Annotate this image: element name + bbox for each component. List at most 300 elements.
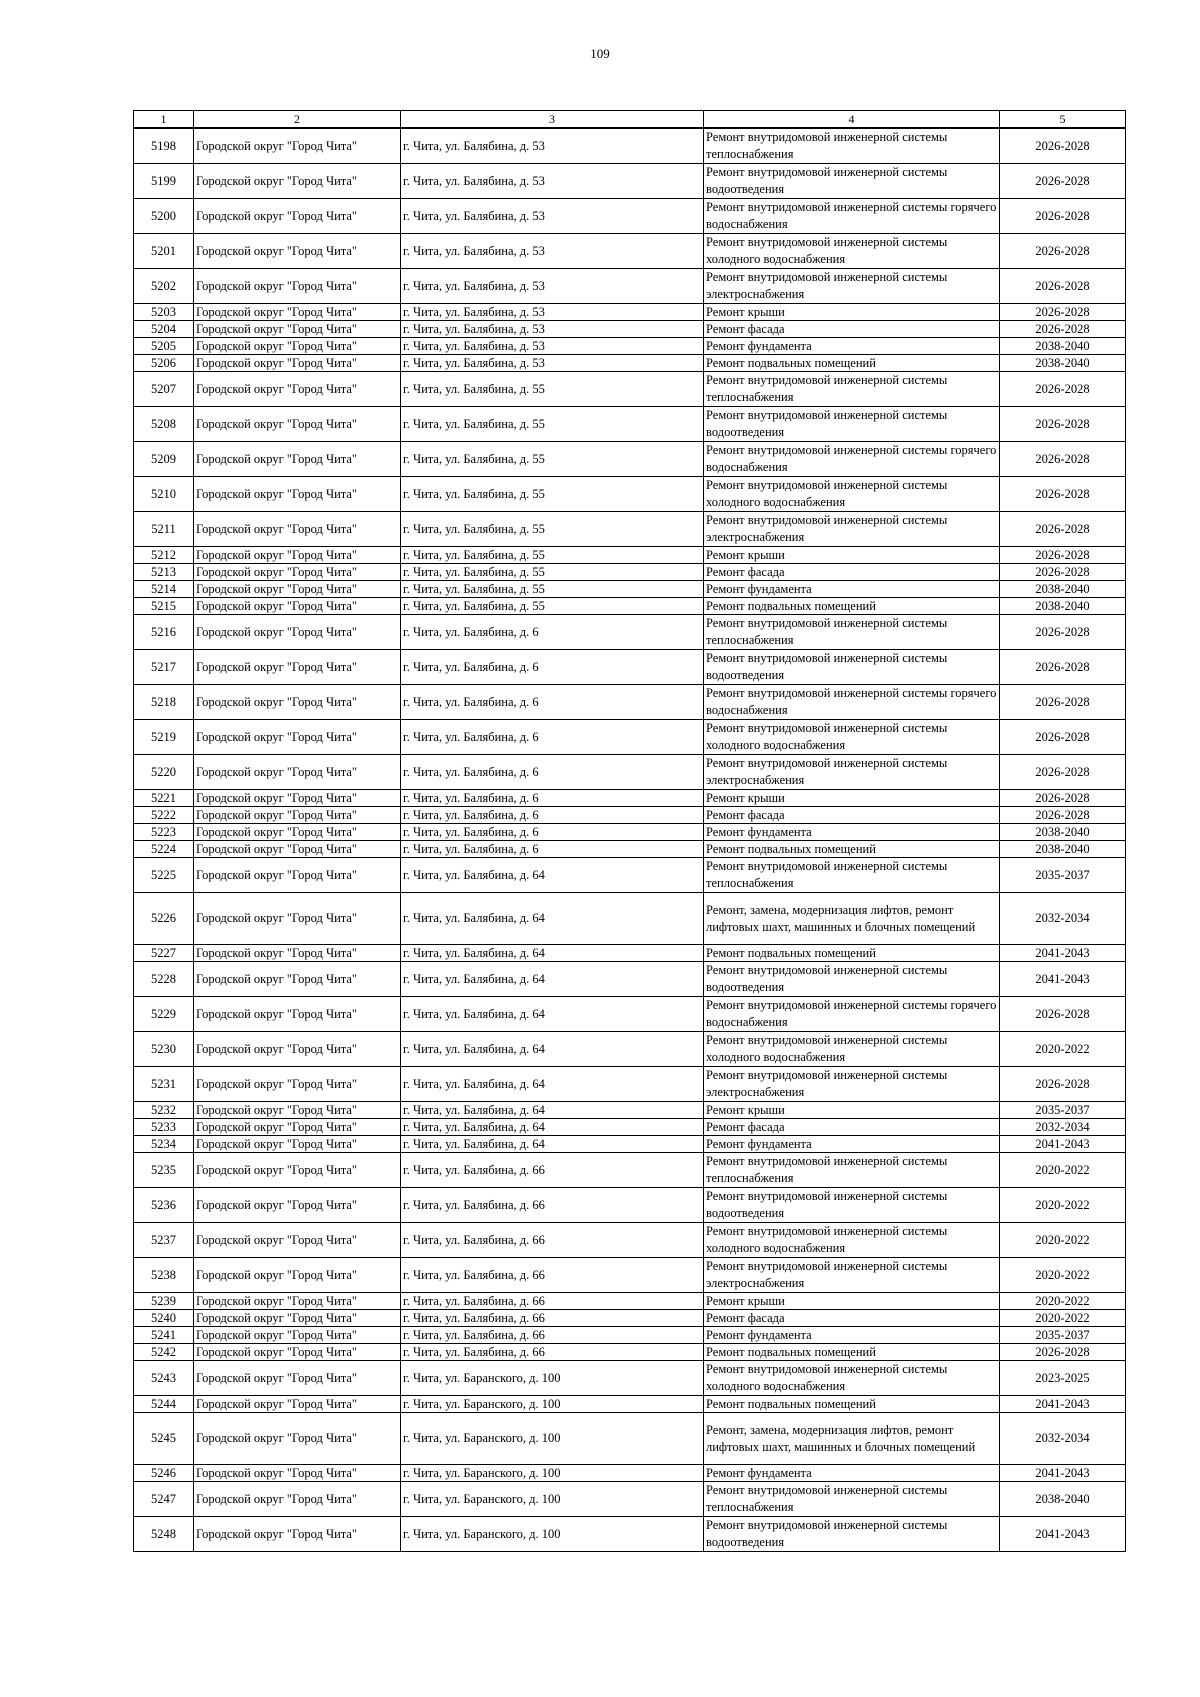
address-cell: г. Чита, ул. Баранского, д. 100 [401,1413,704,1465]
row-number-cell: 5215 [134,598,194,615]
table-row [134,547,1126,564]
work-type-cell: Ремонт внутридомовой инженерной системы горячего водоснабжения [704,997,1000,1032]
address-cell: г. Чита, ул. Баранского, д. 100 [401,1465,704,1482]
row-number-cell: 5241 [134,1327,194,1344]
period-cell: 2020-2022 [1000,1153,1126,1188]
address-cell: г. Чита, ул. Балябина, д. 66 [401,1310,704,1327]
municipality-cell: Городской округ "Город Чита" [194,355,401,372]
work-type-cell: Ремонт подвальных помещений [704,598,1000,615]
work-type-cell: Ремонт фундамента [704,1136,1000,1153]
period-cell: 2026-2028 [1000,128,1126,164]
row-number-cell: 5207 [134,372,194,407]
municipality-cell: Городской округ "Город Чита" [194,893,401,945]
table-row [134,841,1126,858]
period-cell: 2026-2028 [1000,1067,1126,1102]
table-row [134,997,1126,1032]
municipality-cell: Городской округ "Город Чита" [194,945,401,962]
row-number-cell: 5223 [134,824,194,841]
row-number-cell: 5231 [134,1067,194,1102]
work-type-cell: Ремонт внутридомовой инженерной системы холодного водоснабжения [704,1361,1000,1396]
row-number-cell: 5205 [134,338,194,355]
period-cell: 2038-2040 [1000,824,1126,841]
address-cell: г. Чита, ул. Балябина, д. 55 [401,372,704,407]
work-type-cell: Ремонт внутридомовой инженерной системы холодного водоснабжения [704,720,1000,755]
row-number-cell: 5217 [134,650,194,685]
period-cell: 2026-2028 [1000,372,1126,407]
work-type-cell: Ремонт внутридомовой инженерной системы теплоснабжения [704,1482,1000,1517]
address-cell: г. Чита, ул. Балябина, д. 6 [401,720,704,755]
work-type-cell: Ремонт фундамента [704,1465,1000,1482]
municipality-cell: Городской округ "Город Чита" [194,824,401,841]
table-row [134,1361,1126,1396]
column-header-5: 5 [1000,111,1126,129]
period-cell: 2026-2028 [1000,720,1126,755]
work-type-cell: Ремонт внутридомовой инженерной системы холодного водоснабжения [704,1032,1000,1067]
municipality-cell: Городской округ "Город Чита" [194,790,401,807]
municipality-cell: Городской округ "Город Чита" [194,1517,401,1552]
row-number-cell: 5199 [134,164,194,199]
work-type-cell: Ремонт внутридомовой инженерной системы холодного водоснабжения [704,1223,1000,1258]
work-type-cell: Ремонт крыши [704,790,1000,807]
row-number-cell: 5245 [134,1413,194,1465]
table-row [134,790,1126,807]
table-row [134,1344,1126,1361]
period-cell: 2026-2028 [1000,304,1126,321]
address-cell: г. Чита, ул. Балябина, д. 64 [401,858,704,893]
table-row [134,128,1126,164]
table-row [134,1067,1126,1102]
address-cell: г. Чита, ул. Балябина, д. 66 [401,1258,704,1293]
table-row [134,199,1126,234]
address-cell: г. Чита, ул. Балябина, д. 64 [401,997,704,1032]
page-number: 109 [590,46,610,61]
row-number-cell: 5237 [134,1223,194,1258]
row-number-cell: 5203 [134,304,194,321]
table-row [134,1465,1126,1482]
period-cell: 2026-2028 [1000,512,1126,547]
table-row [134,564,1126,581]
municipality-cell: Городской округ "Город Чита" [194,547,401,564]
period-cell: 2026-2028 [1000,807,1126,824]
table-row [134,615,1126,650]
address-cell: г. Чита, ул. Балябина, д. 64 [401,1032,704,1067]
address-cell: г. Чита, ул. Балябина, д. 6 [401,650,704,685]
municipality-cell: Городской округ "Город Чита" [194,1102,401,1119]
table-row [134,164,1126,199]
period-cell: 2026-2028 [1000,650,1126,685]
period-cell: 2026-2028 [1000,269,1126,304]
work-type-cell: Ремонт внутридомовой инженерной системы теплоснабжения [704,615,1000,650]
row-number-cell: 5214 [134,581,194,598]
work-type-cell: Ремонт крыши [704,1102,1000,1119]
table-row [134,685,1126,720]
work-type-cell: Ремонт фасада [704,807,1000,824]
period-cell: 2032-2034 [1000,893,1126,945]
work-type-cell: Ремонт внутридомовой инженерной системы водоотведения [704,650,1000,685]
period-cell: 2041-2043 [1000,1136,1126,1153]
work-type-cell: Ремонт, замена, модернизация лифтов, ремонт лифтовых шахт, машинных и блочных помещений [704,1413,1000,1465]
row-number-cell: 5228 [134,962,194,997]
row-number-cell: 5221 [134,790,194,807]
table-row [134,598,1126,615]
work-type-cell: Ремонт внутридомовой инженерной системы теплоснабжения [704,858,1000,893]
table-header-row [134,111,1126,129]
work-type-cell: Ремонт внутридомовой инженерной системы водоотведения [704,1517,1000,1552]
table-row [134,1102,1126,1119]
column-header-1: 1 [134,111,194,129]
address-cell: г. Чита, ул. Балябина, д. 53 [401,338,704,355]
work-type-cell: Ремонт внутридомовой инженерной системы электроснабжения [704,1258,1000,1293]
row-number-cell: 5232 [134,1102,194,1119]
work-type-cell: Ремонт фундамента [704,1327,1000,1344]
column-header-2: 2 [194,111,401,129]
municipality-cell: Городской округ "Город Чита" [194,269,401,304]
period-cell: 2026-2028 [1000,199,1126,234]
period-cell: 2026-2028 [1000,164,1126,199]
table-row [134,945,1126,962]
period-cell: 2020-2022 [1000,1310,1126,1327]
table-row [134,962,1126,997]
table-row [134,1396,1126,1413]
table-row [134,893,1126,945]
municipality-cell: Городской округ "Город Чита" [194,164,401,199]
row-number-cell: 5212 [134,547,194,564]
work-type-cell: Ремонт фундамента [704,824,1000,841]
work-type-cell: Ремонт подвальных помещений [704,841,1000,858]
column-header-4: 4 [704,111,1000,129]
table-row [134,1293,1126,1310]
address-cell: г. Чита, ул. Баранского, д. 100 [401,1396,704,1413]
table-row [134,304,1126,321]
row-number-cell: 5204 [134,321,194,338]
table-row [134,442,1126,477]
table-row [134,1032,1126,1067]
work-type-cell: Ремонт подвальных помещений [704,945,1000,962]
row-number-cell: 5242 [134,1344,194,1361]
period-cell: 2041-2043 [1000,1517,1126,1552]
municipality-cell: Городской округ "Город Чита" [194,685,401,720]
row-number-cell: 5227 [134,945,194,962]
table-row [134,807,1126,824]
row-number-cell: 5219 [134,720,194,755]
row-number-cell: 5226 [134,893,194,945]
period-cell: 2020-2022 [1000,1258,1126,1293]
row-number-cell: 5248 [134,1517,194,1552]
address-cell: г. Чита, ул. Балябина, д. 66 [401,1293,704,1310]
municipality-cell: Городской округ "Город Чита" [194,1258,401,1293]
table-row [134,581,1126,598]
work-type-cell: Ремонт внутридомовой инженерной системы холодного водоснабжения [704,234,1000,269]
municipality-cell: Городской округ "Город Чита" [194,1310,401,1327]
address-cell: г. Чита, ул. Балябина, д. 6 [401,790,704,807]
period-cell: 2026-2028 [1000,234,1126,269]
address-cell: г. Чита, ул. Балябина, д. 55 [401,581,704,598]
municipality-cell: Городской округ "Город Чита" [194,1327,401,1344]
municipality-cell: Городской округ "Город Чита" [194,1361,401,1396]
table-row [134,407,1126,442]
work-type-cell: Ремонт подвальных помещений [704,1344,1000,1361]
period-cell: 2038-2040 [1000,1482,1126,1517]
period-cell: 2026-2028 [1000,755,1126,790]
period-cell: 2041-2043 [1000,962,1126,997]
table-row [134,1310,1126,1327]
work-type-cell: Ремонт внутридомовой инженерной системы холодного водоснабжения [704,477,1000,512]
period-cell: 2026-2028 [1000,790,1126,807]
address-cell: г. Чита, ул. Балябина, д. 6 [401,807,704,824]
address-cell: г. Чита, ул. Балябина, д. 6 [401,615,704,650]
row-number-cell: 5229 [134,997,194,1032]
work-type-cell: Ремонт крыши [704,304,1000,321]
address-cell: г. Чита, ул. Балябина, д. 66 [401,1223,704,1258]
work-type-cell: Ремонт фасада [704,321,1000,338]
address-cell: г. Чита, ул. Балябина, д. 53 [401,199,704,234]
row-number-cell: 5244 [134,1396,194,1413]
address-cell: г. Чита, ул. Балябина, д. 55 [401,512,704,547]
municipality-cell: Городской округ "Город Чита" [194,407,401,442]
table-row [134,1413,1126,1465]
column-header-3: 3 [401,111,704,129]
address-cell: г. Чита, ул. Балябина, д. 64 [401,962,704,997]
row-number-cell: 5240 [134,1310,194,1327]
period-cell: 2038-2040 [1000,338,1126,355]
address-cell: г. Чита, ул. Балябина, д. 53 [401,234,704,269]
row-number-cell: 5235 [134,1153,194,1188]
period-cell: 2038-2040 [1000,581,1126,598]
row-number-cell: 5209 [134,442,194,477]
table-row [134,1136,1126,1153]
period-cell: 2026-2028 [1000,997,1126,1032]
address-cell: г. Чита, ул. Балябина, д. 64 [401,1136,704,1153]
work-type-cell: Ремонт фундамента [704,338,1000,355]
work-type-cell: Ремонт внутридомовой инженерной системы водоотведения [704,407,1000,442]
municipality-cell: Городской округ "Город Чита" [194,1482,401,1517]
municipality-cell: Городской округ "Город Чита" [194,581,401,598]
municipality-cell: Городской округ "Город Чита" [194,442,401,477]
work-type-cell: Ремонт подвальных помещений [704,355,1000,372]
period-cell: 2026-2028 [1000,547,1126,564]
municipality-cell: Городской округ "Город Чита" [194,304,401,321]
period-cell: 2041-2043 [1000,1396,1126,1413]
address-cell: г. Чита, ул. Балябина, д. 55 [401,477,704,512]
period-cell: 2026-2028 [1000,615,1126,650]
table-row [134,755,1126,790]
period-cell: 2020-2022 [1000,1188,1126,1223]
row-number-cell: 5208 [134,407,194,442]
row-number-cell: 5222 [134,807,194,824]
period-cell: 2038-2040 [1000,841,1126,858]
table-row [134,1482,1126,1517]
row-number-cell: 5247 [134,1482,194,1517]
period-cell: 2026-2028 [1000,442,1126,477]
municipality-cell: Городской округ "Город Чита" [194,755,401,790]
row-number-cell: 5211 [134,512,194,547]
row-number-cell: 5230 [134,1032,194,1067]
table-row [134,234,1126,269]
period-cell: 2035-2037 [1000,1327,1126,1344]
work-type-cell: Ремонт внутридомовой инженерной системы водоотведения [704,962,1000,997]
row-number-cell: 5246 [134,1465,194,1482]
municipality-cell: Городской округ "Город Чита" [194,1153,401,1188]
municipality-cell: Городской округ "Город Чита" [194,512,401,547]
municipality-cell: Городской округ "Город Чита" [194,234,401,269]
municipality-cell: Городской округ "Город Чита" [194,650,401,685]
address-cell: г. Чита, ул. Балябина, д. 55 [401,564,704,581]
municipality-cell: Городской округ "Город Чита" [194,962,401,997]
work-type-cell: Ремонт внутридомовой инженерной системы электроснабжения [704,512,1000,547]
municipality-cell: Городской округ "Город Чита" [194,1136,401,1153]
period-cell: 2038-2040 [1000,598,1126,615]
table-row [134,1517,1126,1552]
municipality-cell: Городской округ "Город Чита" [194,1344,401,1361]
period-cell: 2026-2028 [1000,477,1126,512]
period-cell: 2020-2022 [1000,1293,1126,1310]
table-row [134,824,1126,841]
period-cell: 2023-2025 [1000,1361,1126,1396]
municipality-cell: Городской округ "Город Чита" [194,1465,401,1482]
address-cell: г. Чита, ул. Балябина, д. 66 [401,1188,704,1223]
period-cell: 2035-2037 [1000,858,1126,893]
address-cell: г. Чита, ул. Балябина, д. 53 [401,355,704,372]
municipality-cell: Городской округ "Город Чита" [194,1223,401,1258]
work-type-cell: Ремонт фундамента [704,581,1000,598]
address-cell: г. Чита, ул. Балябина, д. 64 [401,893,704,945]
table-row [134,1188,1126,1223]
work-type-cell: Ремонт внутридомовой инженерной системы электроснабжения [704,1067,1000,1102]
address-cell: г. Чита, ул. Балябина, д. 6 [401,755,704,790]
municipality-cell: Городской округ "Город Чита" [194,1413,401,1465]
address-cell: г. Чита, ул. Балябина, д. 53 [401,269,704,304]
table-body [134,128,1126,1552]
period-cell: 2038-2040 [1000,355,1126,372]
address-cell: г. Чита, ул. Балябина, д. 6 [401,685,704,720]
municipality-cell: Городской округ "Город Чита" [194,321,401,338]
address-cell: г. Чита, ул. Балябина, д. 55 [401,547,704,564]
table-row [134,1119,1126,1136]
address-cell: г. Чита, ул. Балябина, д. 55 [401,598,704,615]
row-number-cell: 5220 [134,755,194,790]
work-type-cell: Ремонт внутридомовой инженерной системы водоотведения [704,164,1000,199]
address-cell: г. Чита, ул. Балябина, д. 64 [401,1119,704,1136]
table-row [134,1258,1126,1293]
row-number-cell: 5234 [134,1136,194,1153]
period-cell: 2026-2028 [1000,321,1126,338]
municipality-cell: Городской округ "Город Чита" [194,1396,401,1413]
municipality-cell: Городской округ "Город Чита" [194,807,401,824]
municipality-cell: Городской округ "Город Чита" [194,372,401,407]
row-number-cell: 5200 [134,199,194,234]
table-row [134,338,1126,355]
municipality-cell: Городской округ "Город Чита" [194,199,401,234]
table-row [134,858,1126,893]
work-type-cell: Ремонт внутридомовой инженерной системы теплоснабжения [704,372,1000,407]
table-row [134,512,1126,547]
address-cell: г. Чита, ул. Балябина, д. 66 [401,1327,704,1344]
work-type-cell: Ремонт внутридомовой инженерной системы электроснабжения [704,755,1000,790]
municipality-cell: Городской округ "Город Чита" [194,338,401,355]
table-row [134,720,1126,755]
municipality-cell: Городской округ "Город Чита" [194,564,401,581]
work-type-cell: Ремонт внутридомовой инженерной системы теплоснабжения [704,128,1000,164]
municipality-cell: Городской округ "Город Чита" [194,1032,401,1067]
work-type-cell: Ремонт крыши [704,1293,1000,1310]
row-number-cell: 5201 [134,234,194,269]
row-number-cell: 5216 [134,615,194,650]
municipality-cell: Городской округ "Город Чита" [194,997,401,1032]
address-cell: г. Чита, ул. Баранского, д. 100 [401,1482,704,1517]
work-type-cell: Ремонт фасада [704,564,1000,581]
work-type-cell: Ремонт подвальных помещений [704,1396,1000,1413]
municipality-cell: Городской округ "Город Чита" [194,720,401,755]
period-cell: 2041-2043 [1000,945,1126,962]
work-type-cell: Ремонт внутридомовой инженерной системы теплоснабжения [704,1153,1000,1188]
table-row [134,1223,1126,1258]
municipality-cell: Городской округ "Город Чита" [194,615,401,650]
work-type-cell: Ремонт внутридомовой инженерной системы горячего водоснабжения [704,442,1000,477]
address-cell: г. Чита, ул. Баранского, д. 100 [401,1517,704,1552]
municipality-cell: Городской округ "Город Чита" [194,1067,401,1102]
address-cell: г. Чита, ул. Балябина, д. 53 [401,321,704,338]
work-type-cell: Ремонт внутридомовой инженерной системы водоотведения [704,1188,1000,1223]
municipality-cell: Городской округ "Город Чита" [194,1293,401,1310]
municipality-cell: Городской округ "Город Чита" [194,1119,401,1136]
municipality-cell: Городской округ "Город Чита" [194,841,401,858]
period-cell: 2020-2022 [1000,1223,1126,1258]
address-cell: г. Чита, ул. Балябина, д. 64 [401,1067,704,1102]
municipality-cell: Городской округ "Город Чита" [194,858,401,893]
table-row [134,1327,1126,1344]
period-cell: 2041-2043 [1000,1465,1126,1482]
row-number-cell: 5202 [134,269,194,304]
row-number-cell: 5225 [134,858,194,893]
row-number-cell: 5243 [134,1361,194,1396]
row-number-cell: 5239 [134,1293,194,1310]
period-cell: 2032-2034 [1000,1413,1126,1465]
row-number-cell: 5238 [134,1258,194,1293]
table-row [134,269,1126,304]
municipality-cell: Городской округ "Город Чита" [194,477,401,512]
period-cell: 2026-2028 [1000,407,1126,442]
row-number-cell: 5206 [134,355,194,372]
table-row [134,321,1126,338]
period-cell: 2026-2028 [1000,685,1126,720]
row-number-cell: 5218 [134,685,194,720]
municipality-cell: Городской округ "Город Чита" [194,598,401,615]
period-cell: 2035-2037 [1000,1102,1126,1119]
address-cell: г. Чита, ул. Балябина, д. 66 [401,1153,704,1188]
work-type-cell: Ремонт фасада [704,1310,1000,1327]
address-cell: г. Чита, ул. Балябина, д. 53 [401,128,704,164]
address-cell: г. Чита, ул. Балябина, д. 6 [401,841,704,858]
period-cell: 2026-2028 [1000,564,1126,581]
row-number-cell: 5213 [134,564,194,581]
address-cell: г. Чита, ул. Балябина, д. 66 [401,1344,704,1361]
municipality-cell: Городской округ "Город Чита" [194,1188,401,1223]
repair-schedule-table [133,110,1126,1552]
address-cell: г. Чита, ул. Балябина, д. 6 [401,824,704,841]
table-row [134,477,1126,512]
row-number-cell: 5198 [134,128,194,164]
address-cell: г. Чита, ул. Балябина, д. 53 [401,304,704,321]
address-cell: г. Чита, ул. Балябина, д. 64 [401,945,704,962]
work-type-cell: Ремонт внутридомовой инженерной системы горячего водоснабжения [704,199,1000,234]
address-cell: г. Чита, ул. Баранского, д. 100 [401,1361,704,1396]
table-row [134,650,1126,685]
work-type-cell: Ремонт крыши [704,547,1000,564]
table-row [134,372,1126,407]
municipality-cell: Городской округ "Город Чита" [194,128,401,164]
period-cell: 2032-2034 [1000,1119,1126,1136]
period-cell: 2020-2022 [1000,1032,1126,1067]
